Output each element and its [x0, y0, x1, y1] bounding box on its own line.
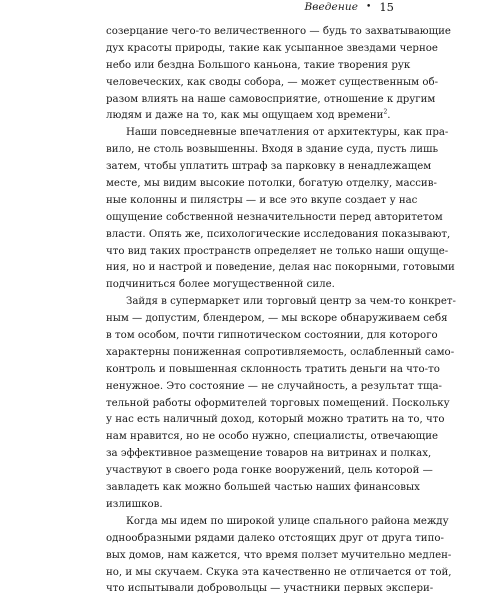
line-text: ненужное. Это состояние — не случайность, а результат тща-	[106, 380, 442, 392]
line-text: завладеть как можно большей частью наших финансовых	[106, 482, 420, 494]
text-line	[106, 92, 436, 109]
line-text: излишков.	[106, 498, 163, 510]
text-line	[106, 125, 449, 142]
text-line	[106, 581, 434, 598]
line-text: месте, мы видим высокие потолки, богатую отделку, массив-	[106, 178, 437, 190]
line-text: ные колонны и пилястры — и все это вкупе создает у нас	[106, 194, 418, 206]
line-text: в том особом, почти гипнотическом состоянии, для которого	[106, 330, 438, 342]
text-line	[106, 497, 396, 514]
separator-bullet: •	[366, 2, 372, 12]
line-text: небо или бездна Большого каньона, такие творения рук	[106, 59, 411, 71]
text-line	[106, 379, 442, 396]
text-line	[106, 142, 439, 159]
text-line	[106, 210, 443, 227]
line-text: участвуют в своего рода гонке вооружений, цель которой —	[106, 465, 433, 477]
line-text: характерны пониженная сопротивляемость, ослабленный само-	[106, 346, 455, 358]
line-tail: .	[387, 110, 391, 122]
line-text: Когда мы идем по широкой улице спального района между	[126, 515, 449, 527]
line-text: Наши повседневные впечатления от архитектуры, как пра-	[126, 127, 449, 139]
line-text: что испытывали добровольцы — участники первых экспери-	[106, 583, 434, 595]
text-line	[106, 260, 455, 277]
text-line	[106, 159, 432, 176]
line-text: ным — допустим, блендером, — мы вскоре обнаруживаем себя	[106, 313, 448, 325]
footnote-reference[interactable]: 2	[383, 109, 388, 117]
line-text: подчиниться более могущественной силе.	[106, 279, 335, 291]
text-line	[106, 396, 450, 413]
text-line	[106, 277, 396, 294]
text-line	[106, 244, 449, 261]
text-line	[106, 412, 445, 429]
line-text: затем, чтобы уплатить штраф за парковку в ненадлежащем	[106, 161, 432, 173]
line-text: людям и даже на то, как мы ощущаем ход времени	[106, 110, 384, 122]
line-text: что вид таких пространств определяет не только наши ощуще-	[106, 245, 449, 257]
line-text: ния, но и настрой и поведение, делая нас покорными, готовыми	[106, 262, 455, 274]
line-text: вых домов, нам кажется, что время ползет мучительно медлен-	[106, 549, 452, 561]
text-line	[106, 345, 455, 362]
body-text	[106, 24, 456, 598]
line-text: за эффективное размещение товаров на витринах и полках,	[106, 448, 432, 460]
line-text: нам нравится, но не особо нужно, специалисты, отвечающие	[106, 431, 439, 443]
page-number: 15	[379, 0, 394, 14]
line-text: у нас есть наличный доход, который можно тратить на то, что	[106, 414, 445, 426]
line-text: человеческих, как своды собора, — может существенным об-	[106, 76, 439, 88]
text-line	[106, 176, 437, 193]
text-line	[106, 548, 452, 565]
running-head	[304, 0, 394, 14]
text-line	[106, 514, 449, 531]
text-line	[106, 108, 396, 125]
text-line	[106, 531, 444, 548]
text-line	[106, 193, 418, 210]
text-line	[106, 429, 439, 446]
line-text: контроль и повышенная склонность тратить деньги на что-то	[106, 363, 440, 375]
line-text: тельной работы оформителей торговых помещений. Поскольку	[106, 397, 450, 409]
text-line	[106, 480, 420, 497]
text-line	[106, 75, 439, 92]
text-line	[106, 227, 451, 244]
text-line	[106, 41, 438, 58]
line-text: но, и мы скучаем. Скука эта качественно не отличается от той,	[106, 566, 452, 578]
line-text: Зайдя в супермаркет или торговый центр за чем-то конкрет-	[126, 296, 456, 308]
text-line	[106, 58, 411, 75]
line-text: ощущение собственной незначительности перед авторитетом	[106, 211, 443, 223]
text-line	[106, 294, 456, 311]
line-text: дух красоты природы, такие как усыпанное звездами черное	[106, 42, 438, 54]
line-text: разом влиять на наше самовосприятие, отношение к другим	[106, 93, 436, 105]
line-text: однообразными рядами далеко отстоящих друг от друга типо-	[106, 532, 444, 544]
section-title: Введение	[304, 1, 359, 13]
line-text: власти. Опять же, психологические исследования показывают,	[106, 228, 451, 240]
text-line	[106, 311, 448, 328]
text-line	[106, 24, 451, 41]
line-text: созерцание чего-то величественного — будь то захватывающие	[106, 26, 451, 37]
text-line	[106, 446, 432, 463]
line-text: вило, не столь возвышенны. Входя в здание суда, пусть лишь	[106, 144, 439, 156]
text-line	[106, 565, 452, 582]
text-line	[106, 362, 440, 379]
text-line	[106, 328, 438, 345]
text-line	[106, 463, 433, 480]
